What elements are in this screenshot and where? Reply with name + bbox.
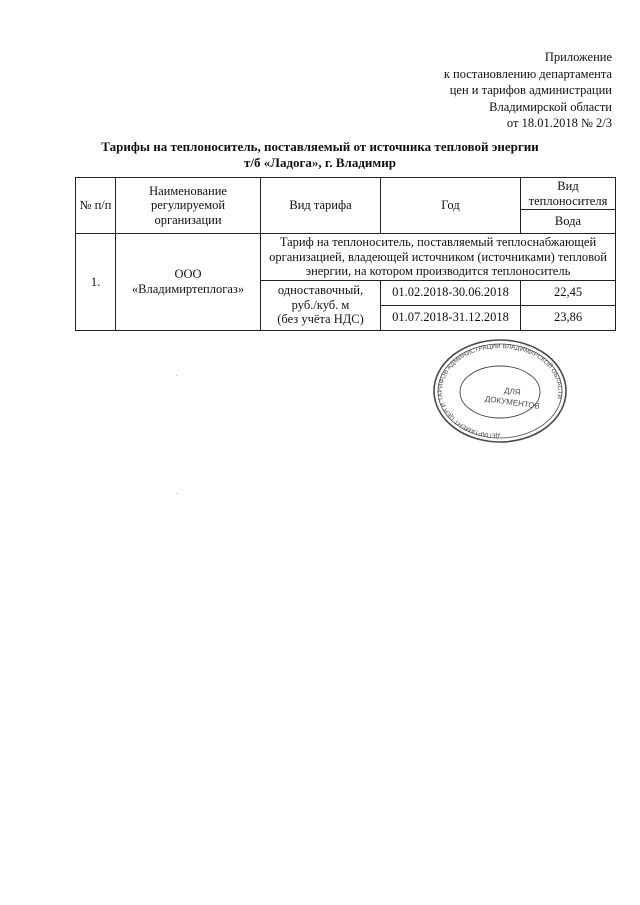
table-header-row xyxy=(76,178,616,210)
title-line: Тарифы на теплоноситель, поставляемый от источника тепловой энергии xyxy=(101,139,539,154)
cell-value: 23,86 xyxy=(521,305,616,330)
org-line: ООО xyxy=(174,267,202,282)
header-org: Наименование регулируемой организации xyxy=(116,178,261,234)
header-tariff-type: Вид тарифа xyxy=(261,178,381,234)
appendix-block xyxy=(444,49,612,132)
table-row xyxy=(76,234,616,281)
appendix-line: цен и тарифов администрации xyxy=(449,83,612,97)
scan-speck xyxy=(176,375,177,376)
header-carrier-type: Вид теплоносителя xyxy=(521,178,616,210)
header-num: № п/п xyxy=(76,178,116,234)
rate-line: руб./куб. м xyxy=(291,297,350,312)
header-year: Год xyxy=(381,178,521,234)
stamp-center-text: ДОКУМЕНТОВ xyxy=(484,394,541,411)
document-title xyxy=(0,139,640,171)
stamp-center-ring xyxy=(460,366,540,418)
appendix-line: от 18.01.2018 № 2/3 xyxy=(506,116,612,130)
cell-rate-type xyxy=(261,280,381,330)
tariff-table xyxy=(75,177,616,331)
org-line: «Владимиртеплогаз» xyxy=(131,281,245,296)
cell-period: 01.02.2018-30.06.2018 xyxy=(381,280,521,305)
title-line: т/б «Ладога», г. Владимир xyxy=(244,155,396,170)
cell-period: 01.07.2018-31.12.2018 xyxy=(381,305,521,330)
appendix-line: Владимирской области xyxy=(489,99,612,114)
header-water: Вода xyxy=(521,210,616,234)
cell-org xyxy=(116,234,261,331)
rate-line: одноставочный, xyxy=(277,283,364,298)
appendix-line: Приложение xyxy=(544,50,612,64)
appendix-line: к постановлению департамента xyxy=(443,66,612,81)
stamp-ring-text: ДЕПАРТАМЕНТ ЦЕН И ТАРИФОВ АДМИНИСТРАЦИИ ВЛАДИМИРСКОЙ ОБЛАСТИ xyxy=(437,342,564,440)
scan-speck xyxy=(176,493,177,494)
official-stamp xyxy=(428,336,573,446)
cell-num: 1. xyxy=(76,234,116,331)
stamp-outer-ring xyxy=(434,340,566,442)
cell-tariff-description: Тариф на теплоноситель, поставляемый теплоснабжающей организацией, владеющей источником (источниками) тепловой энергии, на котором производится теплоноситель xyxy=(261,234,616,281)
cell-value: 22,45 xyxy=(521,280,616,305)
stamp-center-text: ДЛЯ xyxy=(503,385,522,398)
rate-line: (без учёта НДС) xyxy=(277,312,364,327)
